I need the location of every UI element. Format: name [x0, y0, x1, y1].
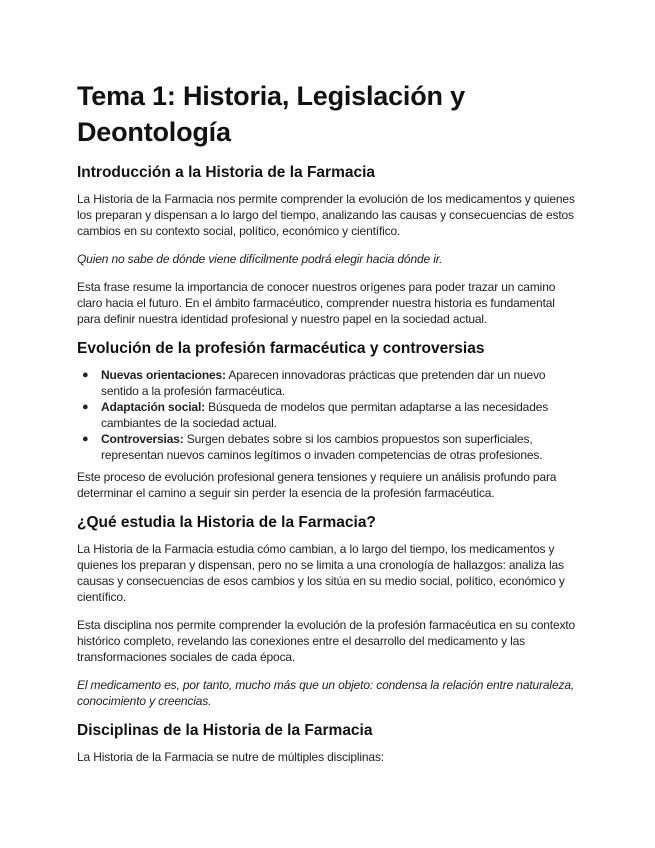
italic-quote: El medicamento es, por tanto, mucho más que un objeto: condensa la relación entre naturaleza, conocimiento y creencias. — [77, 678, 575, 708]
document-title: Tema 1: Historia, Legislación y Deontología — [77, 81, 465, 147]
paragraph: La Historia de la Farmacia se nutre de múltiples disciplinas: — [77, 750, 384, 764]
section-heading: Introducción a la Historia de la Farmacia — [77, 164, 376, 181]
list-item-text: Surgen debates sobre si los cambios propuestos son superficiales, representan nuevos caminos legítimos o invaden competencias de otras profesiones. — [101, 432, 543, 462]
list-item-text: Aparecen innovadoras prácticas que pretenden dar un nuevo sentido a la profesión farmacéutica. — [101, 368, 546, 398]
list-item-text: Búsqueda de modelos que permitan adaptarse a las necesidades cambiantes de la sociedad actual. — [101, 400, 549, 430]
bullet-icon: ● — [82, 369, 89, 381]
paragraph: La Historia de la Farmacia estudia cómo cambian, a lo largo del tiempo, los medicamentos y quienes los preparan y dispensan, pero no se limita a una cronología de hallazgos: analiza las causas y consecuencias de esos cambios y los sitúa en su medio social, político, económico y científico. — [77, 542, 565, 604]
list-item — [82, 367, 578, 399]
section-heading: ¿Qué estudia la Historia de la Farmacia? — [77, 514, 376, 531]
list-item-term: Controversias: — [101, 432, 184, 446]
section-evolution — [77, 339, 578, 501]
paragraph: Este proceso de evolución profesional genera tensiones y requiere un análisis profundo para determinar el camino a seguir sin perder la esencia de la profesión farmacéutica. — [77, 470, 557, 500]
list-item — [82, 399, 578, 431]
list-item-term: Adaptación social: — [101, 400, 205, 414]
paragraph: Esta frase resume la importancia de conocer nuestros orígenes para poder trazar un camino claro hacia el futuro. En el ámbito farmacéutico, comprender nuestra historia es fundamental para definir nuestra identidad profesional y nuestro papel en la sociedad actual. — [77, 280, 556, 326]
paragraph: Esta disciplina nos permite comprender la evolución de la profesión farmacéutica en su contexto histórico completo, revelando las conexiones entre el desarrollo del medicamento y las transformaciones sociales de cada época. — [77, 618, 576, 664]
bullet-list — [77, 367, 578, 463]
list-item — [82, 431, 578, 463]
list-item-term: Nuevas orientaciones: — [101, 368, 226, 382]
bullet-icon: ● — [82, 401, 89, 413]
section-disciplines — [77, 721, 578, 765]
section-what-studies — [77, 513, 578, 709]
italic-quote: Quien no sabe de dónde viene difícilmente podrá elegir hacia dónde ir. — [77, 252, 443, 266]
section-intro — [77, 163, 578, 327]
section-heading: Disciplinas de la Historia de la Farmacia — [77, 722, 373, 739]
section-heading: Evolución de la profesión farmacéutica y controversias — [77, 340, 485, 357]
bullet-icon: ● — [82, 433, 89, 445]
paragraph: La Historia de la Farmacia nos permite comprender la evolución de los medicamentos y quienes los preparan y dispensan a lo largo del tiempo, analizando las causas y consecuencias de estos cambios en su contexto social, político, económico y científico. — [77, 192, 575, 238]
